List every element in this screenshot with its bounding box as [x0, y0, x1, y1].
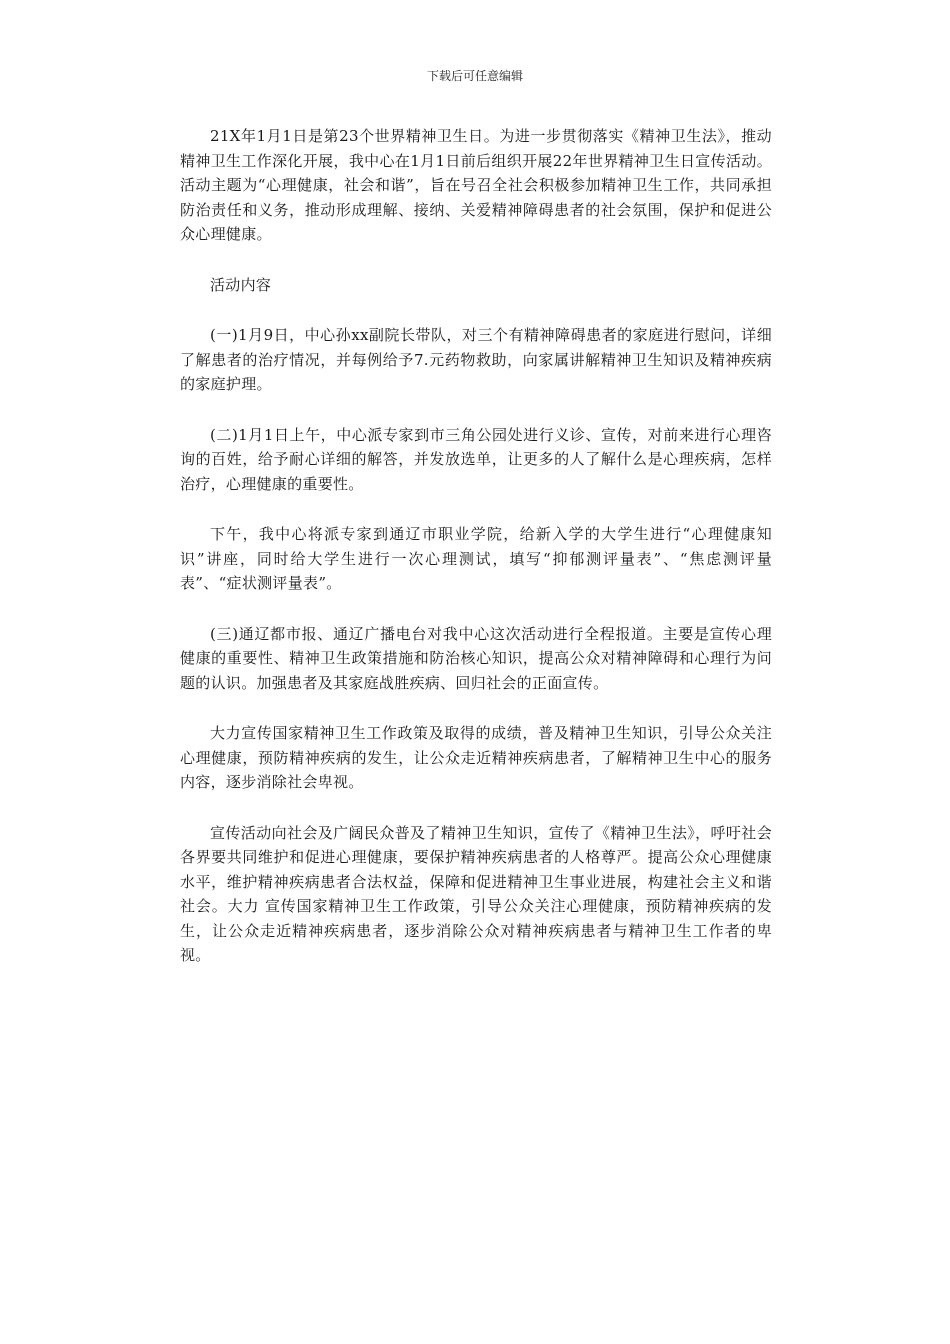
activity-item-2-paragraph: (二)1月1日上午，中心派专家到市三角公园处进行义诊、宣传，对前来进行心理咨询的百姓，给予耐心详细的解答，并发放选单，让更多的人了解什么是心理疾病，怎样治疗，心理健康的重要性。: [180, 425, 772, 493]
activity-item-1-paragraph: (一)1月9日，中心孙xx副院长带队，对三个有精神障碍患者的家庭进行慰问，详细了解患者的治疗情况，并每例给予7.元药物救助，向家属讲解精神卫生知识及精神疾病的家庭护理。: [180, 326, 772, 393]
document-body: [180, 124, 772, 994]
afternoon-lecture-paragraph: 下午，我中心将派专家到通辽市职业学院，给新入学的大学生进行“心理健康知识”讲座，同时给大学生进行一次心理测试，填写“抑郁测评量表”、“焦虑测评量表”、“症状测评量表”。: [180, 525, 772, 592]
page-header: 下载后可任意编辑: [426, 69, 523, 83]
activity-item-3-paragraph: (三)通辽都市报、通辽广播电台对我中心这次活动进行全程报道。主要是宣传心理健康的重要性、精神卫生政策措施和防治核心知识，提高公众对精神障碍和心理行为问题的认识。加强患者及其家庭战胜疾病、回归社会的正面宣传。: [180, 624, 772, 692]
section-heading-activity-content: 活动内容: [210, 275, 272, 294]
promotion-paragraph: 大力宣传国家精神卫生工作政策及取得的成绩，普及精神卫生知识，引导公众关注心理健康，预防精神疾病的发生，让公众走近精神疾病患者，了解精神卫生中心的服务内容，逐步消除社会卑视。: [180, 724, 772, 791]
conclusion-paragraph: 宣传活动向社会及广阔民众普及了精神卫生知识，宣传了《精神卫生法》，呼吁社会各界要共同维护和促进心理健康，要保护精神疾病患者的人格尊严。提高公众心理健康水平，维护精神疾病患者合法权益，保障和促进精神卫生事业进展，构建社会主义和谐社会。大力 宣传国家精神卫生工作政策，引导公众关注心理健康，预防精神疾病的发生，让公众走近精神疾病患者，逐步消除公众对精神疾病患者与精神卫生工作者的卑视。: [180, 823, 772, 964]
intro-paragraph: 21X年1月1日是第23个世界精神卫生日。为进一步贯彻落实《精神卫生法》，推动精神卫生工作深化开展，我中心在1月1日前后组织开展22年世界精神卫生日宣传活动。活动主题为“心理健康，社会和谐”，旨在号召全社会积极参加精神卫生工作，共同承担防治责任和义务，推动形成理解、接纳、关爱精神障碍患者的社会氛围，保护和促进公众心理健康。: [180, 127, 772, 243]
